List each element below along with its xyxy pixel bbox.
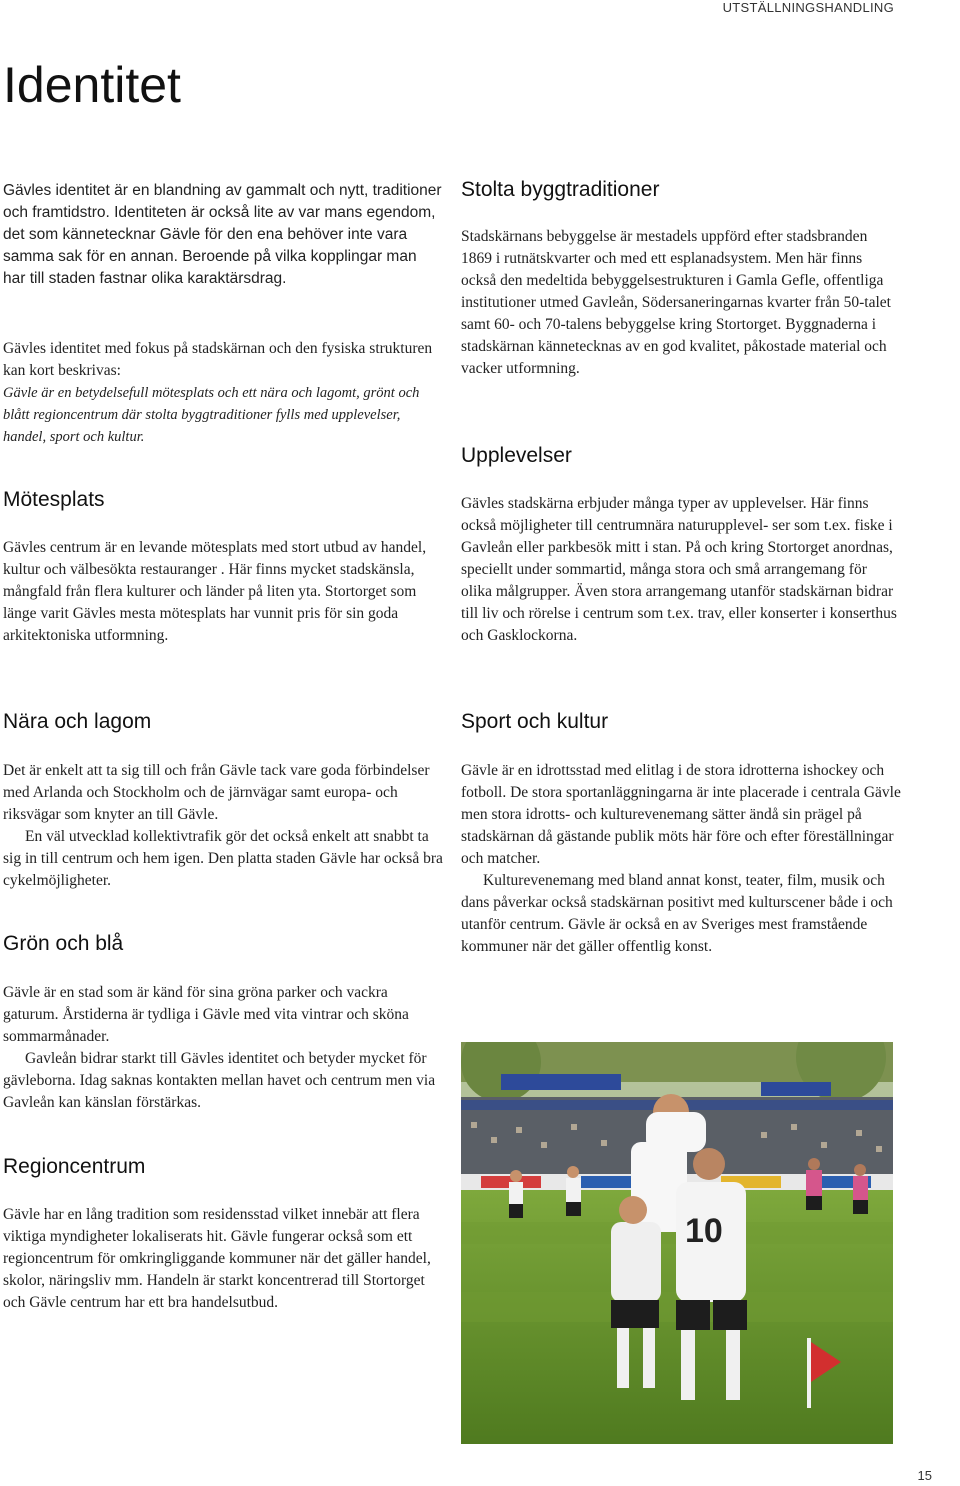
section-gron-body xyxy=(3,982,443,1114)
section-paragraph: Gävle har en lång tradition som residensstad vilket innebär att flera viktiga myndigheter lokaliserats hit. Gävle fungerar också som ett regioncentrum för omkringliggande kommuner när det gäller handel, skolor, näringsliv mm. Handeln är starkt koncentrerad till Stortorget och Gävle centrum har ett bra handelsutbud. xyxy=(3,1206,431,1311)
section-heading: Nära och lagom xyxy=(3,710,152,733)
section-motesplats xyxy=(3,488,443,512)
football-celebration-photo xyxy=(461,1042,893,1444)
page-title: Identitet xyxy=(3,57,181,113)
section-upplevelser-body xyxy=(461,493,901,647)
section-sport-body xyxy=(461,760,901,958)
section-sport xyxy=(461,710,901,734)
section-paragraph: Gavleån bidrar starkt till Gävles identitet och betyder mycket för gävleborna. Idag saknas kontakten mellan havet och centrum men via Gavleån kan känslan förstärkas. xyxy=(3,1050,436,1111)
section-paragraph: Det är enkelt att ta sig till och från Gävle tack vare goda förbindelser med Arlanda och Stockholm och de järnvägar samt europa- och riksvägar som knyter an till Gävle. xyxy=(3,762,430,823)
section-heading: Mötesplats xyxy=(3,488,105,511)
section-paragraph: Gävles stadskärna erbjuder många typer av upplevelser. Här finns också möjligheter till centrumnära naturupplevel- ser som t.ex. fiske i Gavleån eller parkbesök mitt i stan. På och kring Stortorget anordnas, speciellt under sommartid, många stora och små arrangemang för olika målgrupper. Även stora arrangemang utanför stadskärnan bidrar till liv och rörelse i centrum som t.ex. trav, eller konserter i konserthus och Gasklockorna. xyxy=(461,495,897,644)
section-nara xyxy=(3,710,443,734)
shirt-number: 10 xyxy=(685,1212,723,1250)
identity-summary xyxy=(3,338,443,448)
identity-quote: Gävle är en betydelsefull mötesplats och ett nära och lagomt, grönt och blått regioncentrum där stolta byggtraditioner fylls med upplevelser, handel, sport och kultur. xyxy=(3,385,420,445)
section-paragraph: Stadskärnans bebyggelse är mestadels uppförd efter stadsbranden 1869 i rutnätskvarter och med ett esplanadsystem. Men här finns också den medeltida bebyggelsestrukturen i Gamla Gefle, offentliga institutioner utmed Gavleån, Södersaneringarnas kvarter från 50-talet samt 60- och 70-talens bebyggelse kring Stortorget. Byggnaderna i stadskärnan kännetecknas av en god kvalitet, påkostade material och vacker utformning. xyxy=(461,228,891,377)
section-region-body xyxy=(3,1204,443,1314)
section-paragraph: Gävle är en idrottsstad med elitlag i de stora idrotterna ishockey och fotboll. De stora sportanläggningarna är inte placerade i centrala Gävle men stora idrotts- och kulturevenemang sätter ändå sin prägel på stadskärnan då gästande publik möts här före och efter föreställningar och matcher. xyxy=(461,762,901,867)
section-heading: Upplevelser xyxy=(461,444,572,467)
section-paragraph: En väl utvecklad kollektivtrafik gör det också enkelt att snabbt ta sig in till centrum och hem igen. Den platta staden Gävle har också bra cykelmöjligheter. xyxy=(3,828,443,889)
section-heading: Grön och blå xyxy=(3,932,124,955)
section-heading: Regioncentrum xyxy=(3,1155,146,1178)
section-heading: Stolta byggtraditioner xyxy=(461,178,660,201)
section-paragraph: Gävle är en stad som är känd för sina gröna parker och vackra gaturum. Årstiderna är tydliga i Gävle med vita vintrar och sköna sommarmånader. xyxy=(3,984,409,1045)
section-upplevelser xyxy=(461,444,901,468)
section-region xyxy=(3,1155,443,1179)
section-heading: Sport och kultur xyxy=(461,710,609,733)
page-number: 15 xyxy=(917,1468,932,1483)
intro-block xyxy=(3,180,443,290)
section-bygg-body xyxy=(461,226,901,380)
section-nara-body xyxy=(3,760,443,892)
section-paragraph: Kulturevenemang med bland annat konst, teater, film, musik och dans påverkar också stadskärnan positivt med kulturscener både i och utanför centrum. Gävle är också en av Sveriges mest framstående kommuner när det gäller offentlig konst. xyxy=(461,872,893,955)
lead-paragraph: Gävles identitet med fokus på stadskärnan och den fysiska strukturen kan kort beskrivas: xyxy=(3,340,433,379)
section-paragraph: Gävles centrum är en levande mötesplats med stort utbud av handel, kultur och välbesökta restauranger . Här finns mycket stadskänsla, mångfald från flera kulturer och länder på liten yta. Stortorget som länge varit Gävles mesta mötesplats har vunnit pris för sin goda arkitektoniska utformning. xyxy=(3,539,427,644)
header-tag: UTSTÄLLNINGSHANDLING xyxy=(722,0,894,15)
section-gron xyxy=(3,932,443,956)
section-bygg xyxy=(461,178,901,202)
section-motesplats-body xyxy=(3,537,443,647)
intro-paragraph: Gävles identitet är en blandning av gammalt och nytt, traditioner och framtidstro. Identiteten är också lite av var mans egendom, det som kännetecknar Gävle för den ena behöver inte vara samma sak för en annan. Beroende på vilka kopplingar man har till staden fastnar olika karaktärsdrag. xyxy=(3,182,442,287)
